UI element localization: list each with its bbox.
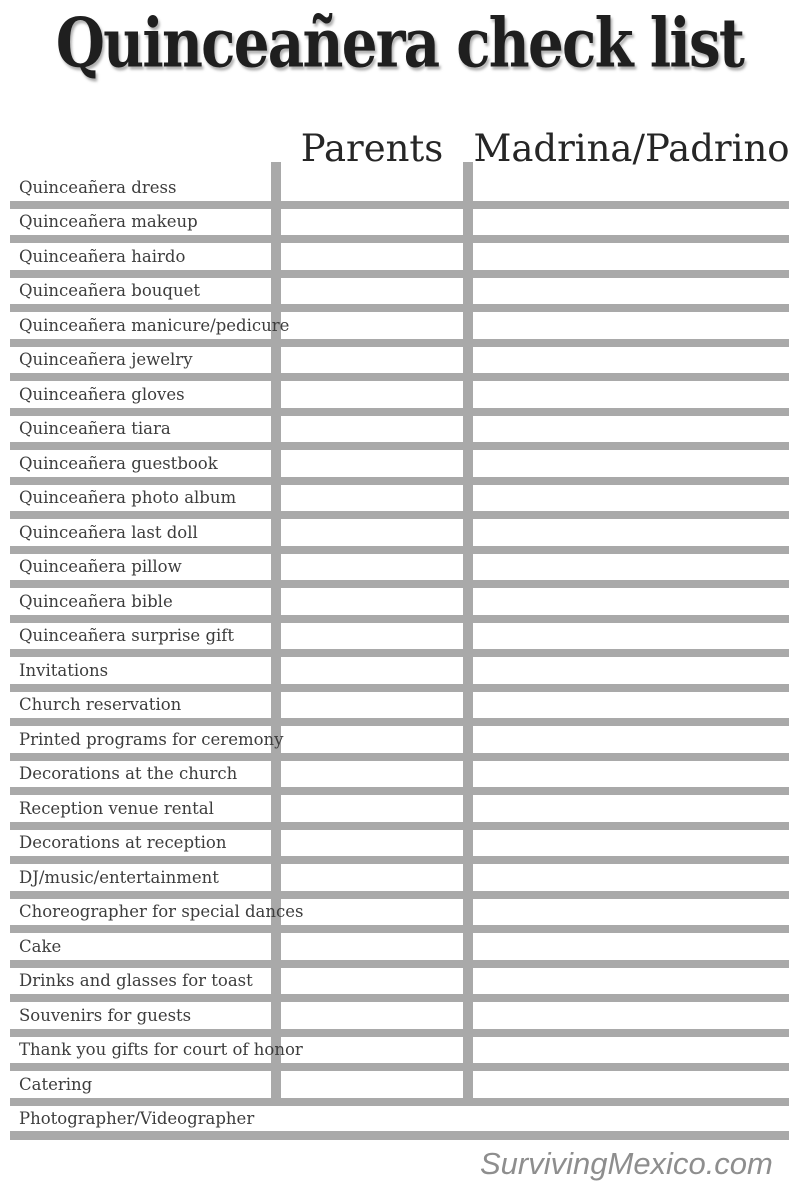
column-divider-space — [463, 485, 473, 512]
item-label: Church reservation — [19, 695, 182, 715]
column-divider-space — [271, 1002, 281, 1029]
column-divider-space — [463, 278, 473, 305]
column-divider-space — [271, 657, 281, 684]
column-divider-space — [271, 278, 281, 305]
madrina-check-cell — [473, 623, 789, 650]
item-label: Printed programs for ceremony — [19, 729, 284, 749]
column-divider-space — [271, 485, 281, 512]
item-label: Choreographer for special dances — [19, 902, 304, 922]
madrina-check-cell — [473, 174, 789, 201]
madrina-check-cell — [473, 416, 789, 443]
table-row — [10, 312, 789, 347]
column-divider-space — [463, 761, 473, 788]
item-label: Quinceañera bible — [19, 591, 173, 611]
madrina-check-cell — [473, 450, 789, 477]
parents-check-cell — [281, 657, 463, 684]
item-label: Quinceañera last doll — [19, 522, 198, 542]
item-label: Catering — [19, 1074, 93, 1094]
column-divider-space — [271, 830, 281, 857]
column-divider-space — [271, 1106, 281, 1132]
column-divider-space — [463, 623, 473, 650]
column-divider-space — [271, 1071, 281, 1098]
item-label: Quinceañera jewelry — [19, 350, 193, 370]
table-row — [10, 278, 789, 313]
table-row — [10, 554, 789, 589]
table-row — [10, 381, 789, 416]
column-divider-space — [271, 554, 281, 581]
column-header-parents: Parents — [300, 127, 444, 170]
column-divider-space — [271, 381, 281, 408]
madrina-check-cell — [473, 657, 789, 684]
item-label: Quinceañera bouquet — [19, 281, 200, 301]
item-label: Quinceañera gloves — [19, 384, 185, 404]
table-row — [10, 692, 789, 727]
parents-check-cell — [281, 968, 463, 995]
parents-check-cell — [281, 1106, 463, 1132]
table-row — [10, 864, 789, 899]
item-label: Thank you gifts for court of honor — [19, 1040, 303, 1060]
madrina-check-cell — [473, 692, 789, 719]
table-row — [10, 761, 789, 796]
madrina-check-cell — [473, 381, 789, 408]
column-divider-space — [463, 1037, 473, 1064]
parents-check-cell — [281, 1002, 463, 1029]
column-divider-space — [271, 519, 281, 546]
item-label: Quinceañera makeup — [19, 212, 198, 232]
column-divider-space — [463, 1002, 473, 1029]
item-label: Invitations — [19, 660, 109, 680]
madrina-check-cell — [473, 554, 789, 581]
table-row — [10, 830, 789, 865]
column-divider-space — [271, 209, 281, 236]
column-divider-space — [271, 968, 281, 995]
column-divider-space — [271, 761, 281, 788]
item-label: Reception venue rental — [19, 798, 214, 818]
page-title — [0, 4, 800, 84]
parents-check-cell — [281, 519, 463, 546]
table-row — [10, 1002, 789, 1037]
column-divider-space — [271, 312, 281, 339]
column-divider-space — [463, 588, 473, 615]
parents-check-cell — [281, 416, 463, 443]
table-row — [10, 623, 789, 658]
table-row — [10, 243, 789, 278]
table-row — [10, 933, 789, 968]
table-row — [10, 519, 789, 554]
madrina-check-cell — [473, 1037, 789, 1064]
column-divider-space — [463, 554, 473, 581]
column-divider-space — [463, 416, 473, 443]
table-row — [10, 485, 789, 520]
parents-check-cell — [281, 623, 463, 650]
madrina-check-cell — [473, 726, 789, 753]
parents-check-cell — [281, 1071, 463, 1098]
table-row — [10, 795, 789, 830]
parents-check-cell — [281, 761, 463, 788]
column-divider-space — [463, 899, 473, 926]
column-divider-space — [463, 692, 473, 719]
column-divider-space — [463, 312, 473, 339]
column-divider-space — [463, 657, 473, 684]
column-divider-space — [271, 933, 281, 960]
item-label: Quinceañera guestbook — [19, 453, 218, 473]
parents-check-cell — [281, 933, 463, 960]
madrina-check-cell — [473, 1071, 789, 1098]
column-divider-space — [463, 864, 473, 891]
column-divider-space — [463, 830, 473, 857]
item-label: Cake — [19, 936, 62, 956]
madrina-check-cell — [473, 278, 789, 305]
column-divider-space — [463, 243, 473, 270]
madrina-check-cell — [473, 243, 789, 270]
madrina-check-cell — [473, 312, 789, 339]
column-divider-space — [463, 174, 473, 201]
madrina-check-cell — [473, 933, 789, 960]
parents-check-cell — [281, 381, 463, 408]
parents-check-cell — [281, 588, 463, 615]
column-divider-space — [271, 450, 281, 477]
column-divider-space — [271, 347, 281, 374]
column-divider-space — [463, 519, 473, 546]
column-divider-space — [271, 588, 281, 615]
item-label: Quinceañera photo album — [19, 488, 237, 508]
column-divider-space — [271, 623, 281, 650]
table-row — [10, 899, 789, 934]
table-row — [10, 726, 789, 761]
madrina-check-cell — [473, 830, 789, 857]
item-label: Quinceañera manicure/pedicure — [19, 315, 290, 335]
checklist-rows — [10, 174, 789, 1140]
madrina-check-cell — [473, 519, 789, 546]
item-label: DJ/music/entertainment — [19, 867, 219, 887]
table-row — [10, 1037, 789, 1072]
column-divider-space — [271, 726, 281, 753]
parents-check-cell — [281, 554, 463, 581]
table-row — [10, 416, 789, 451]
madrina-check-cell — [473, 209, 789, 236]
page-title-text: Quinceañera check list — [56, 4, 744, 84]
column-divider-space — [271, 899, 281, 926]
madrina-check-cell — [473, 347, 789, 374]
parents-check-cell — [281, 243, 463, 270]
item-label: Quinceañera dress — [19, 177, 177, 197]
item-label: Quinceañera tiara — [19, 419, 171, 439]
item-label: Souvenirs for guests — [19, 1005, 192, 1025]
table-row — [10, 588, 789, 623]
table-row — [10, 347, 789, 382]
madrina-check-cell — [473, 588, 789, 615]
parents-check-cell — [281, 485, 463, 512]
column-divider-space — [271, 243, 281, 270]
column-divider-space — [463, 726, 473, 753]
table-row — [10, 1106, 789, 1141]
madrina-check-cell — [473, 1106, 789, 1132]
column-divider-space — [271, 692, 281, 719]
site-credit: SurvivingMexico.com — [480, 1146, 773, 1181]
parents-check-cell — [281, 312, 463, 339]
parents-check-cell — [281, 830, 463, 857]
item-label: Photographer/Videographer — [19, 1108, 255, 1128]
item-label: Quinceañera hairdo — [19, 246, 186, 266]
madrina-check-cell — [473, 864, 789, 891]
table-row — [10, 1071, 789, 1106]
parents-check-cell — [281, 899, 463, 926]
item-label: Quinceañera surprise gift — [19, 626, 235, 646]
column-divider-space — [271, 864, 281, 891]
column-divider-space — [463, 450, 473, 477]
column-divider-space — [463, 1106, 473, 1132]
column-divider-space — [271, 416, 281, 443]
parents-check-cell — [281, 174, 463, 201]
column-divider-space — [463, 381, 473, 408]
madrina-check-cell — [473, 485, 789, 512]
madrina-check-cell — [473, 795, 789, 822]
column-divider-space — [463, 795, 473, 822]
parents-check-cell — [281, 795, 463, 822]
item-label: Quinceañera pillow — [19, 557, 182, 577]
parents-check-cell — [281, 1037, 463, 1064]
column-header-madrina: Madrina/Padrino — [473, 127, 790, 170]
column-divider-space — [271, 174, 281, 201]
column-divider-space — [463, 209, 473, 236]
column-divider-space — [463, 1071, 473, 1098]
madrina-check-cell — [473, 968, 789, 995]
checklist-table — [10, 162, 789, 1142]
table-row — [10, 174, 789, 209]
madrina-check-cell — [473, 899, 789, 926]
column-divider-space — [463, 968, 473, 995]
madrina-check-cell — [473, 1002, 789, 1029]
parents-check-cell — [281, 864, 463, 891]
item-label: Decorations at the church — [19, 764, 238, 784]
table-row — [10, 657, 789, 692]
column-divider-space — [463, 933, 473, 960]
table-row — [10, 968, 789, 1003]
column-divider-space — [463, 347, 473, 374]
parents-check-cell — [281, 347, 463, 374]
column-divider-space — [271, 1037, 281, 1064]
table-row — [10, 450, 789, 485]
madrina-check-cell — [473, 761, 789, 788]
parents-check-cell — [281, 692, 463, 719]
table-row — [10, 209, 789, 244]
parents-check-cell — [281, 209, 463, 236]
parents-check-cell — [281, 278, 463, 305]
item-label: Drinks and glasses for toast — [19, 971, 253, 991]
parents-check-cell — [281, 450, 463, 477]
column-divider-space — [271, 795, 281, 822]
item-label: Decorations at reception — [19, 833, 227, 853]
parents-check-cell — [281, 726, 463, 753]
